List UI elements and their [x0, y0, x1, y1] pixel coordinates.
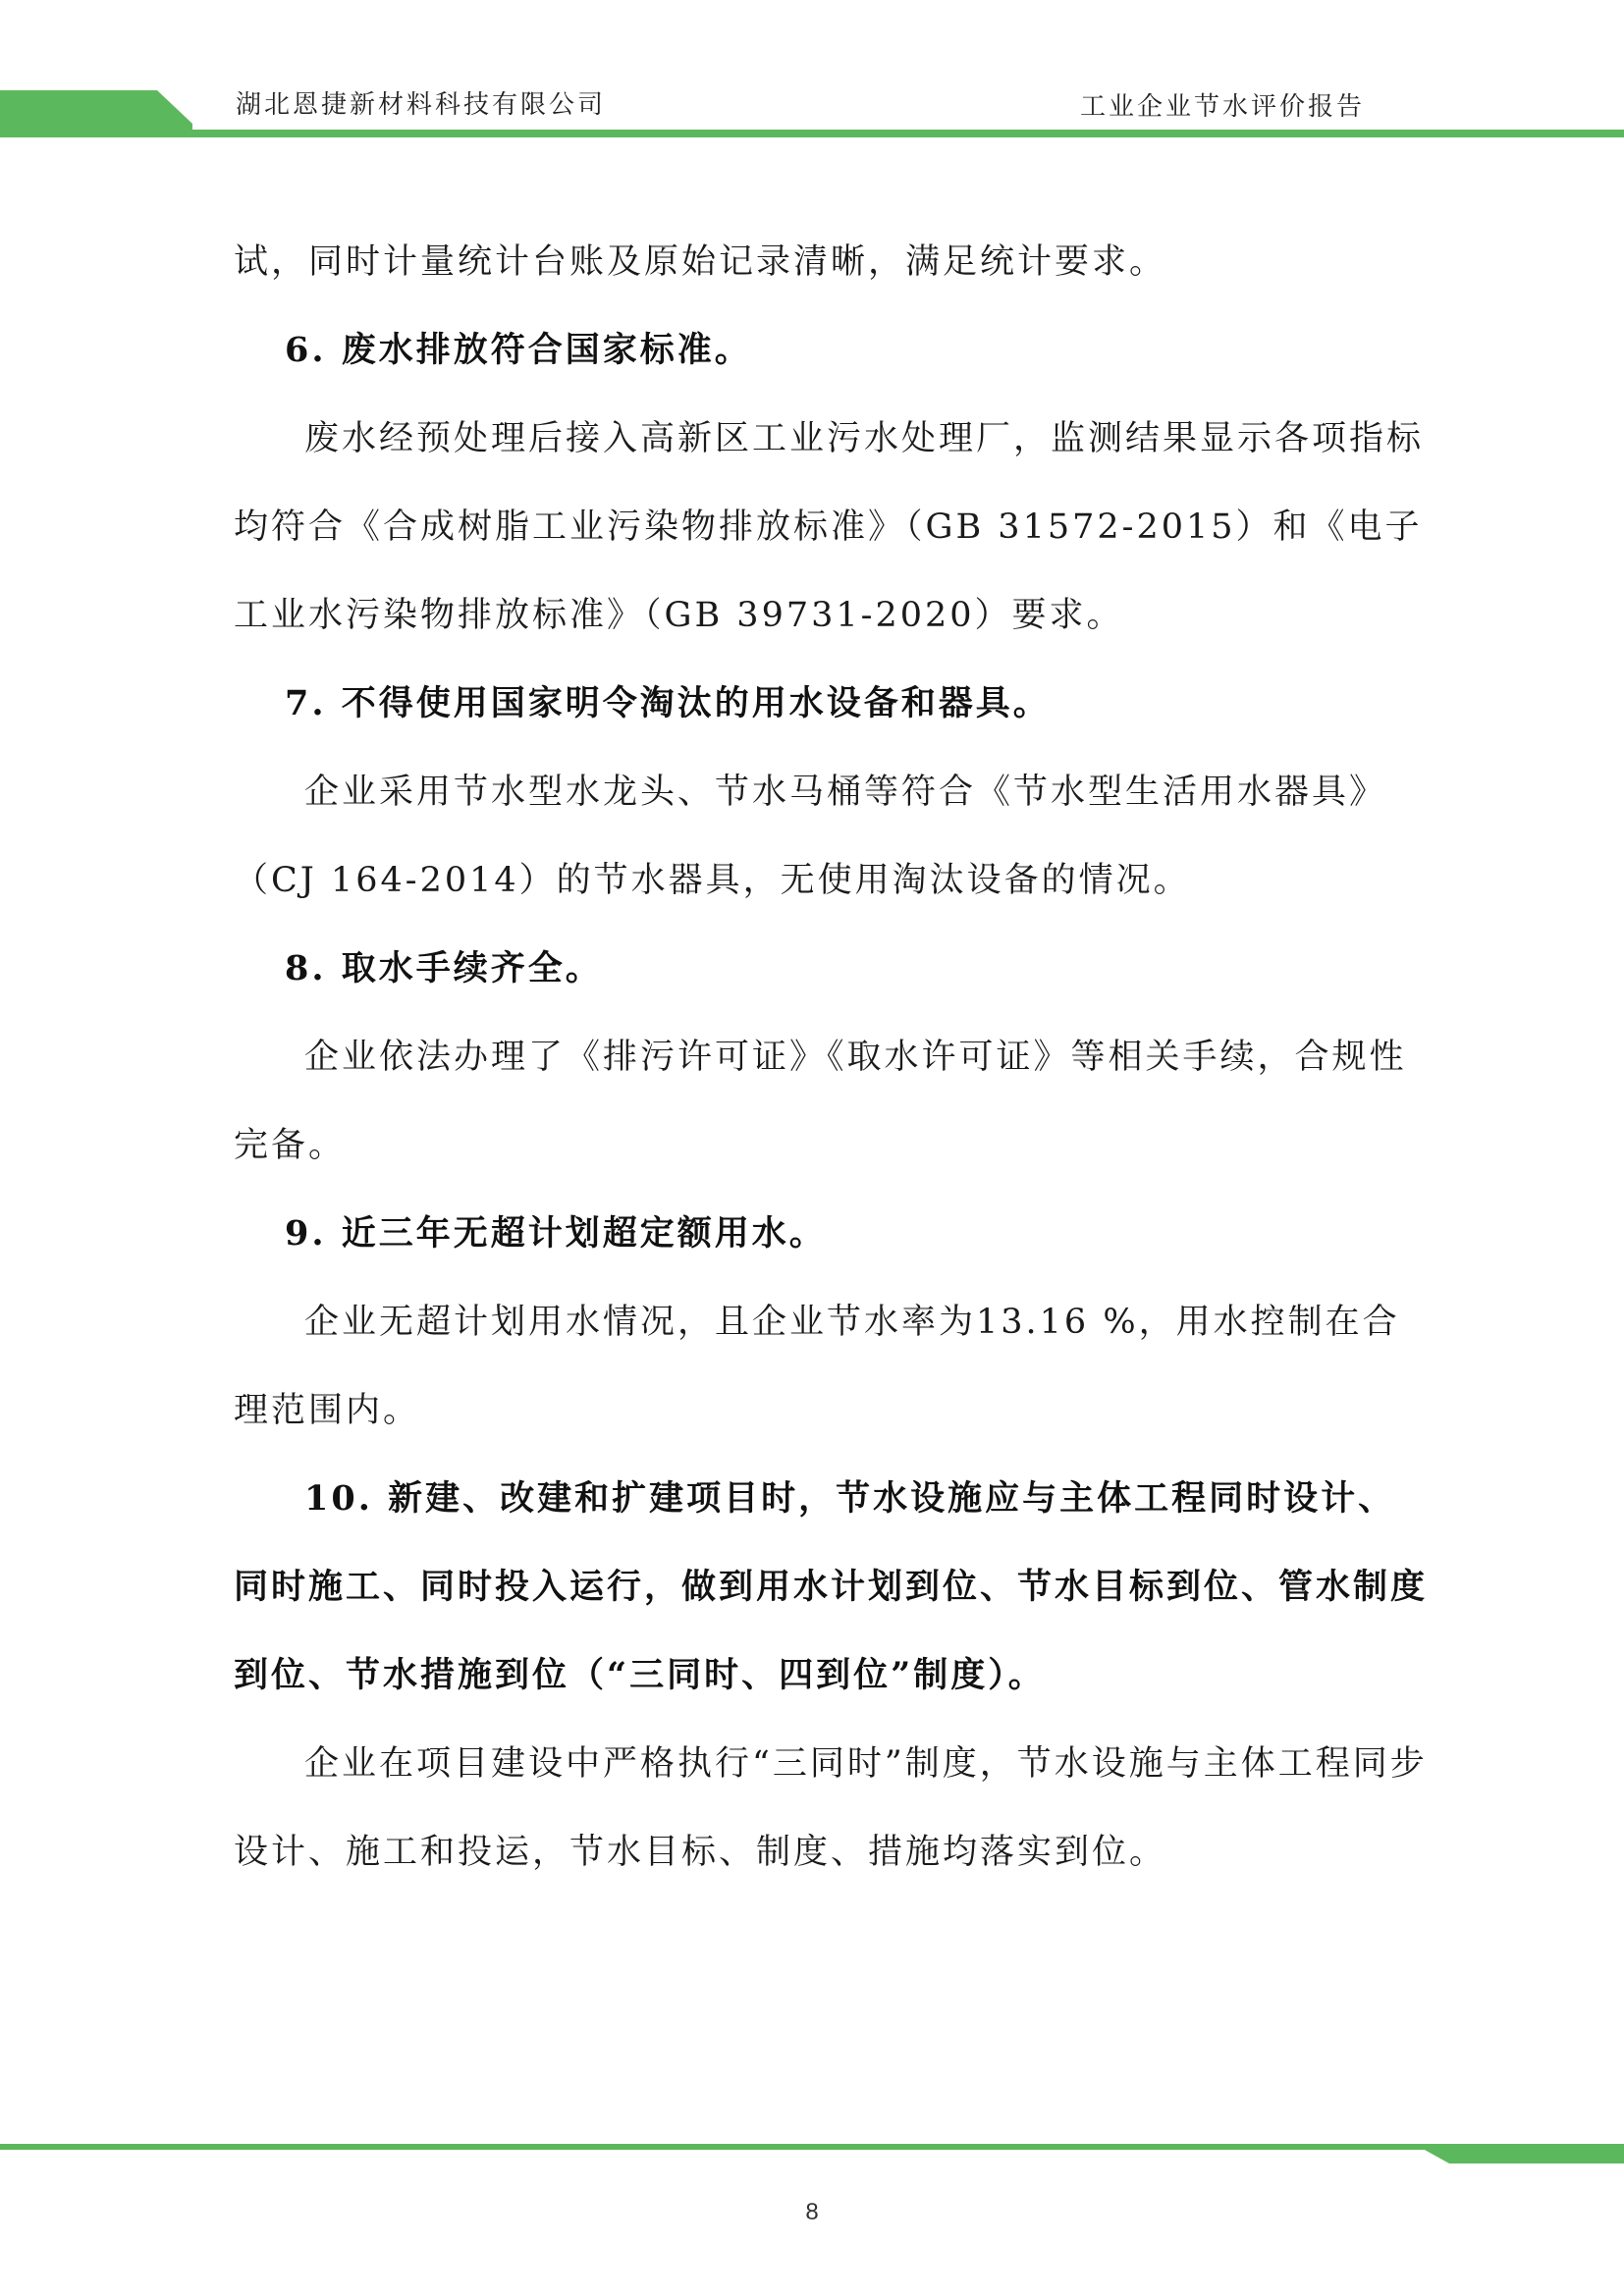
section-7-heading: 7. 不得使用国家明令淘汰的用水设备和器具。 [285, 683, 1051, 723]
section-10-heading: 10. 新建、改建和扩建项目时，节水设施应与主体工程同时设计、同时施工、同时投入运行，做到用水计划到位、节水目标到位、管水制度到位、节水措施到位（“三同时、四到位”制度）。 [234, 1478, 1429, 1695]
section-9-heading: 9. 近三年无超计划超定额用水。 [285, 1213, 827, 1254]
footer-green-band [0, 2140, 1624, 2169]
section-6-heading: 6. 废水排放符合国家标准。 [285, 330, 752, 370]
header-company-name: 湖北恩捷新材料科技有限公司 [236, 90, 607, 120]
intro-continuation-paragraph: 试，同时计量统计台账及原始记录清晰，满足统计要求。 [234, 242, 1167, 282]
section-8-heading: 8. 取水手续齐全。 [285, 948, 603, 988]
page-number: 8 [805, 2199, 819, 2225]
footer-right-tab [1414, 2144, 1624, 2163]
section-10-body: 企业在项目建设中严格执行“三同时”制度，节水设施与主体工程同步设计、施工和投运，节水目标、制度、措施均落实到位。 [234, 1744, 1428, 1872]
page-header [0, 0, 1624, 147]
section-7-body: 企业采用节水型水龙头、节水马桶等符合《节水型生活用水器具》（CJ 164-2014）的节水器具，无使用淘汰设备的情况。 [234, 773, 1387, 900]
header-rule [157, 130, 1624, 137]
section-6-body: 废水经预处理后接入高新区工业污水处理厂，监测结果显示各项指标均符合《合成树脂工业污染物排放标准》（GB 31572-2015）和《电子工业水污染物排放标准》（GB 39731-2020）要求。 [234, 419, 1425, 635]
header-green-band [0, 0, 1624, 147]
header-report-title: 工业企业节水评价报告 [1080, 92, 1366, 122]
section-8-body: 企业依法办理了《排污许可证》《取水许可证》等相关手续，合规性完备。 [234, 1038, 1407, 1165]
section-9-body: 企业无超计划用水情况，且企业节水率为13.16 %，用水控制在合理范围内。 [234, 1303, 1400, 1430]
document-body [234, 218, 1432, 1896]
footer-rule [0, 2144, 1624, 2150]
